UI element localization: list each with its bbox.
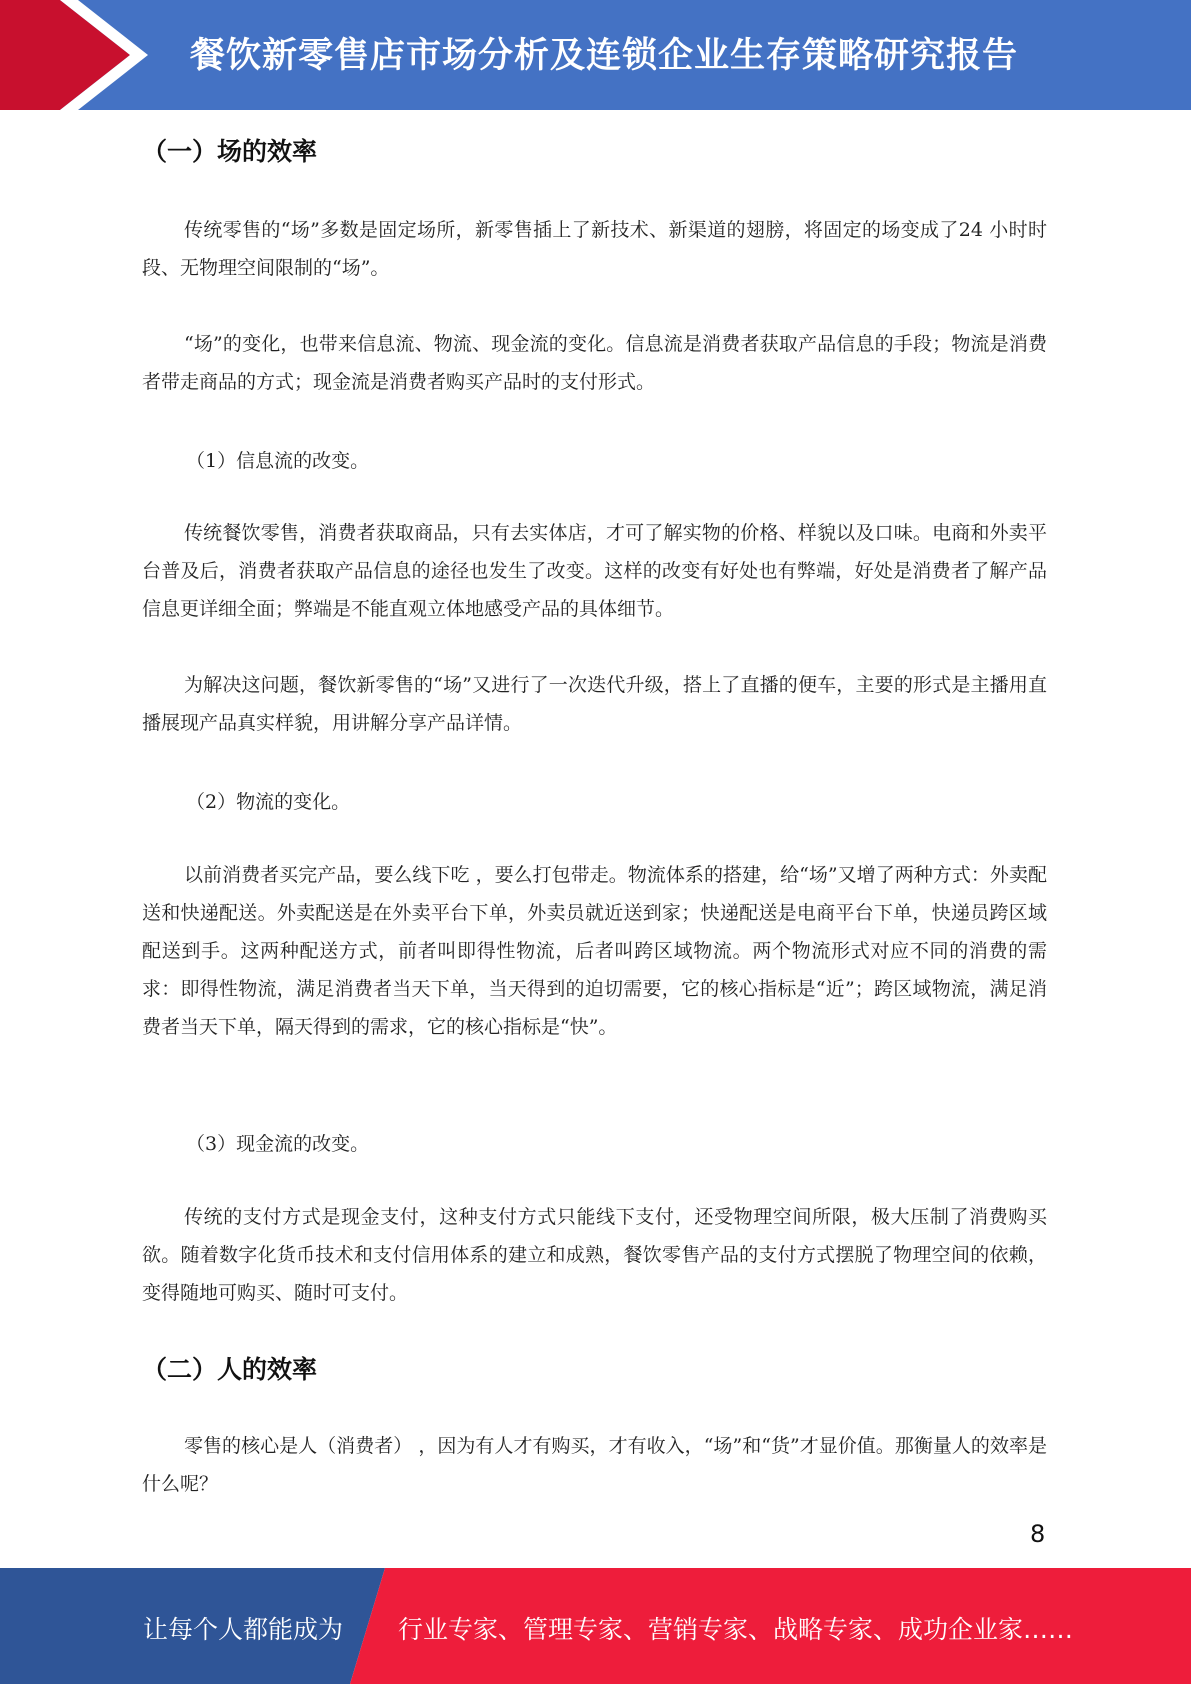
paragraph: 传统零售的“场”多数是固定场所，新零售插上了新技术、新渠道的翅膀，将固定的场变成了24 小时时段、无物理空间限制的“场”。 [142, 219, 1047, 279]
footer-slogan-right: 行业专家、管理专家、营销专家、战略专家、成功企业家…… [398, 1615, 1074, 1644]
section-heading-1: （一）场的效率 [142, 137, 318, 166]
page-footer [0, 1568, 1191, 1684]
paragraph: 传统餐饮零售，消费者获取商品，只有去实体店，才可了解实物的价格、样貌以及口味。电商和外卖平台普及后，消费者获取产品信息的途径也发生了改变。这样的改变有好处也有弊端，好处是消费者了解产品信息更详细全面；弊端是不能直观立体地感受产品的具体细节。 [142, 522, 1047, 620]
section-heading-2: （二）人的效率 [142, 1355, 318, 1384]
subsection-title-3: （3）现金流的改变。 [186, 1133, 370, 1155]
subsection-title-1: （1）信息流的改变。 [186, 450, 370, 472]
paragraph: “场”的变化，也带来信息流、物流、现金流的变化。信息流是消费者获取产品信息的手段；物流是消费者带走商品的方式；现金流是消费者购买产品时的支付形式。 [142, 333, 1047, 393]
paragraph: 为解决这问题，餐饮新零售的“场”又进行了一次迭代升级，搭上了直播的便车，主要的形式是主播用直播展现产品真实样貌，用讲解分享产品详情。 [142, 674, 1047, 734]
paragraph: 零售的核心是人（消费者） ，因为有人才有购买，才有收入，“场”和“货”才显价值。那衡量人的效率是什么呢？ [142, 1435, 1047, 1495]
subsection-title-2: （2）物流的变化。 [186, 791, 351, 813]
page-number: 8 [1030, 1520, 1046, 1548]
paragraph: 以前消费者买完产品，要么线下吃 ，要么打包带走。物流体系的搭建，给“场”又增了两种方式：外卖配送和快递配送。外卖配送是在外卖平台下单，外卖员就近送到家；快递配送是电商平台下单，快递员跨区域配送到手。这两种配送方式，前者叫即得性物流，后者叫跨区域物流。两个物流形式对应不同的消费的需求：即得性物流，满足消费者当天下单，当天得到的迫切需要，它的核心指标是“近”；跨区域物流，满足消费者当天下单，隔天得到的需求，它的核心指标是“快”。 [142, 864, 1047, 1038]
report-title: 餐饮新零售店市场分析及连锁企业生存策略研究报告 [190, 36, 1019, 76]
paragraph: 传统的支付方式是现金支付，这种支付方式只能线下支付，还受物理空间所限，极大压制了消费购买欲。随着数字化货币技术和支付信用体系的建立和成熟，餐饮零售产品的支付方式摆脱了物理空间的依赖，变得随地可购买、随时可支付。 [142, 1206, 1047, 1304]
page-header [0, 0, 1191, 110]
footer-slogan-left: 让每个人都能成为 [143, 1615, 344, 1644]
